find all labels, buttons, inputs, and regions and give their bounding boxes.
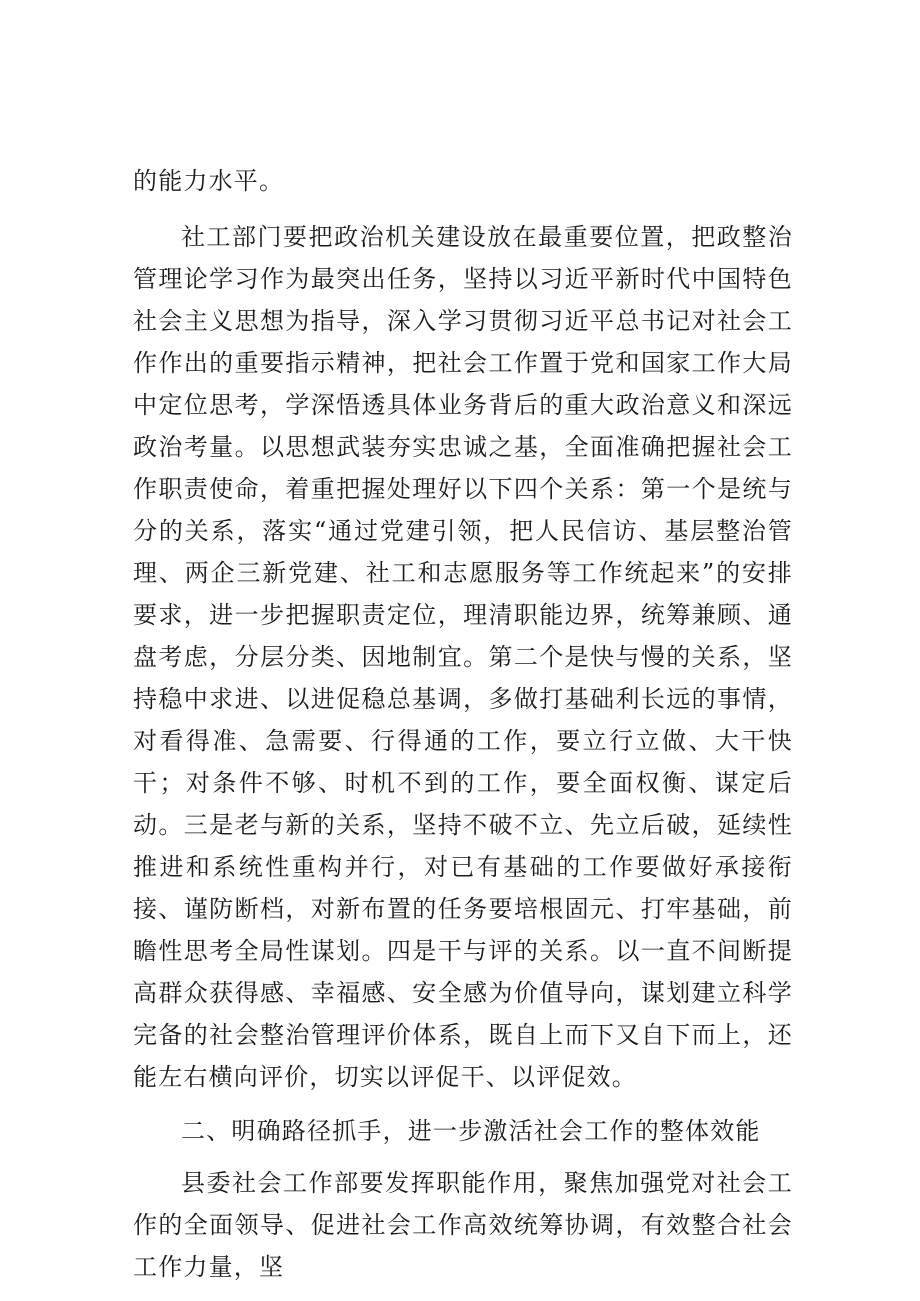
document-body [133, 160, 793, 1300]
section-heading: 二、明确路径抓手，进一步激活社会工作的整体效能 [181, 1117, 761, 1145]
body-paragraph-political-building: 社工部门要把政治机关建设放在最重要位置，把政整治管理论学习作为最突出任务，坚持以习近平新时代中国特色社会主义思想为指导，深入学习贯彻习近平总书记对社会工作作出的重要指示精神，把社会工作置于党和国家工作大局中定位思考，学深悟透具体业务背后的重大政治意义和深远政治考量。以思想武装夯实忠诚之基，全面准确把握社会工作职责使命，着重把握处理好以下四个关系：第一个是统与分的关系，落实“通过党建引领，把人民信访、基层整治管理、两企三新党建、社工和志愿服务等工作统起来”的安排要求，进一步把握职责定位，理清职能边界，统筹兼顾、通盘考虑，分层分类、因地制宜。第二个是快与慢的关系，坚持稳中求进、以进促稳总基调，多做打基础利长远的事情，对看得准、急需要、行得通的工作，要立行立做、大干快干；对条件不够、时机不到的工作，要全面权衡、谋定后动。三是老与新的关系，坚持不破不立、先立后破，延续性推进和系统性重构并行，对已有基础的工作要做好承接衔接、谨防断档，对新布置的任务要培根固元、打牢基础，前瞻性思考全局性谋划。四是干与评的关系。以一直不间断提高群众获得感、幸福感、安全感为价值导向，谋划建立科学完备的社会整治管理评价体系，既自上而下又自下而上，还能左右横向评价，切实以评促干、以评促效。 [133, 223, 793, 1091]
continuation-paragraph: 的能力水平。 [133, 167, 285, 195]
body-paragraph-social-work-department: 县委社会工作部要发挥职能作用，聚焦加强党对社会工作的全面领导、促进社会工作高效统筹协调，有效整合社会工作力量，坚 [133, 1169, 793, 1281]
